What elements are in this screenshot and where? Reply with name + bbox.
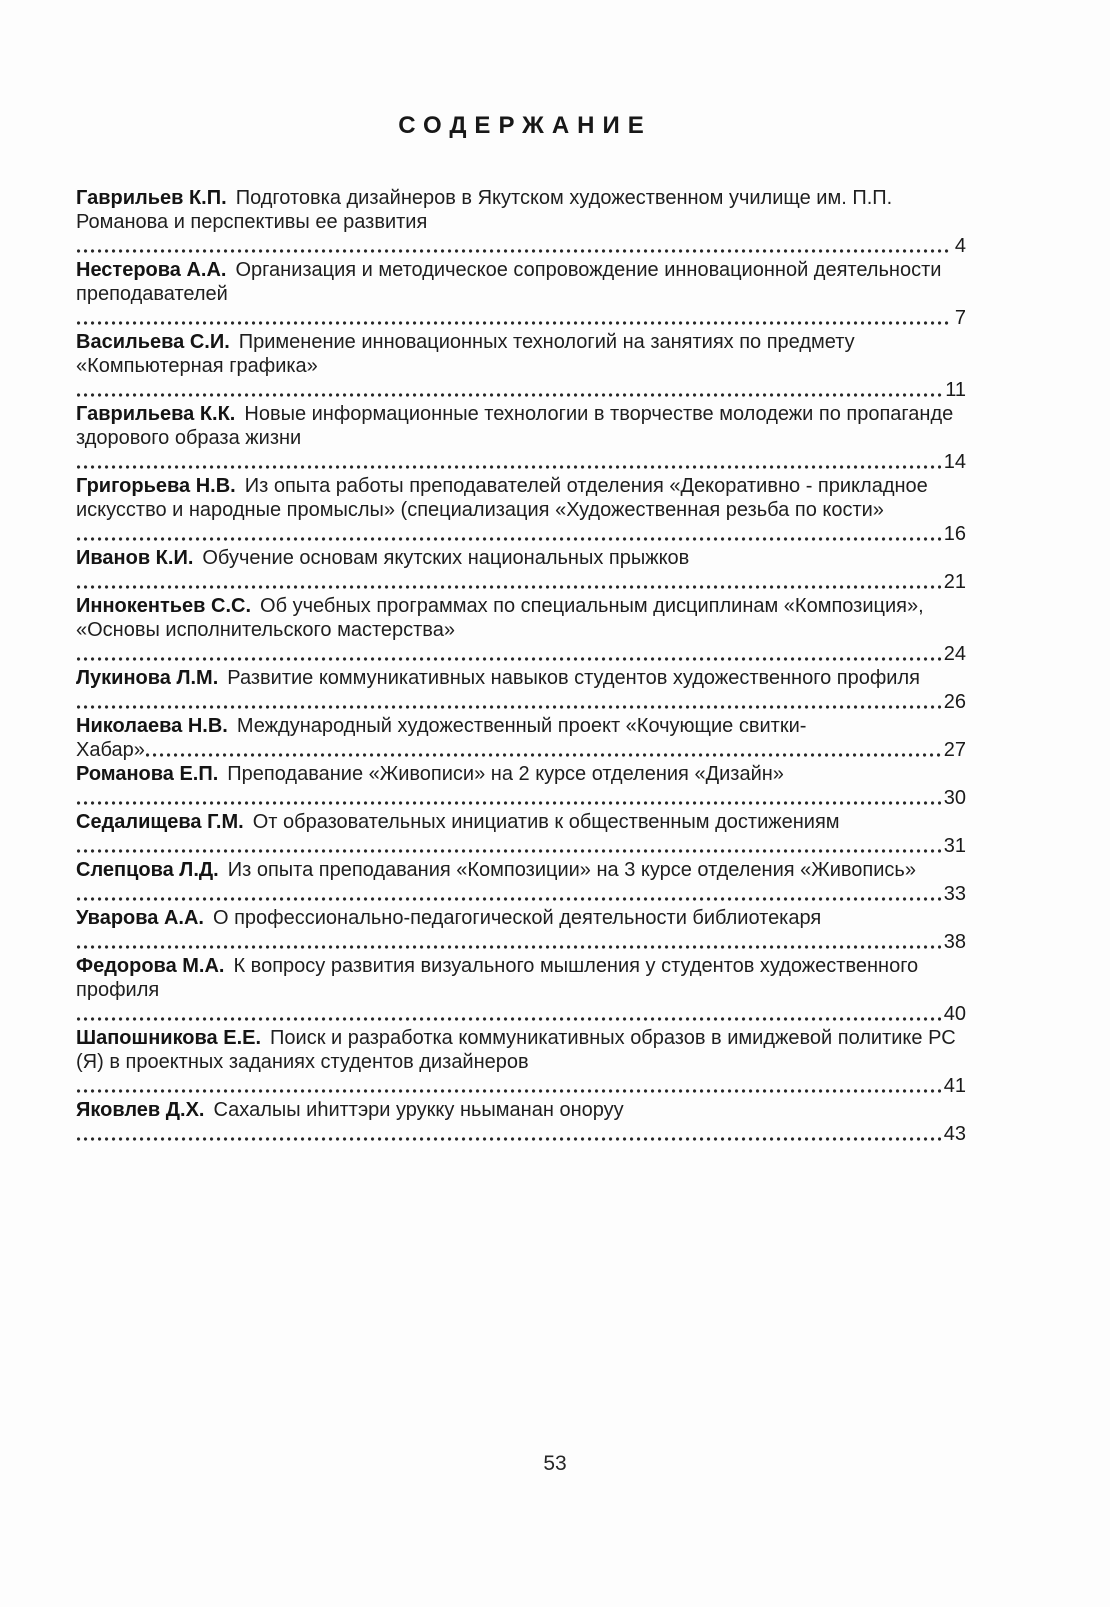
- toc-entry-title: Развитие коммуникативных навыков студентов художественного профиля: [227, 667, 920, 689]
- toc-entry: [76, 762, 966, 810]
- toc-entry-author: Иннокентьев С.С.: [76, 595, 252, 617]
- toc-entry-title: Применение инновационных технологий на занятиях по предмету «Компьютерная графика»: [76, 331, 855, 377]
- toc-entry-title: Обучение основам якутских национальных прыжков: [202, 547, 690, 569]
- toc-entry-author: Яковлев Д.Х.: [76, 1099, 205, 1121]
- toc-entry-title: Организация и методическое сопровождение инновационной деятельности преподавателей: [76, 259, 942, 305]
- toc-entry-author: Нестерова А.А.: [76, 259, 227, 281]
- dot-leader: [77, 464, 941, 470]
- toc-entry-page-number: 31: [943, 835, 966, 857]
- toc-entry-leader: [76, 1122, 966, 1146]
- dot-leader: [77, 1016, 941, 1022]
- page-number-footer: 53: [543, 1452, 567, 1475]
- toc-entry: [76, 594, 966, 666]
- toc-entry-page-number: 41: [943, 1075, 966, 1097]
- toc-entry: [76, 906, 966, 954]
- toc-entry-text: [76, 594, 966, 642]
- toc-entry-text: [76, 762, 966, 786]
- toc-entry-page-number: 11: [945, 379, 966, 401]
- dot-leader: [77, 848, 941, 854]
- toc-entry-page-number: 38: [943, 931, 966, 953]
- dot-leader: [77, 800, 941, 806]
- dot-leader: [77, 584, 941, 590]
- toc-entry-leader: [76, 930, 966, 954]
- toc-entry-title: Преподавание «Живописи» на 2 курсе отделения «Дизайн»: [227, 763, 784, 785]
- toc-entry-leader: [76, 1074, 966, 1098]
- toc-entry-author: Николаева Н.В.: [76, 715, 228, 737]
- toc-entry-leader: [76, 450, 966, 474]
- toc-entry-text: [76, 954, 966, 1002]
- dot-leader: [146, 752, 941, 758]
- toc-entry-author: Лукинова Л.М.: [76, 667, 219, 689]
- toc-entry-text: [76, 714, 966, 738]
- toc-entry-page-number: 14: [943, 451, 966, 473]
- toc-entry-page-number: 7: [954, 307, 966, 329]
- dot-leader: [77, 536, 941, 542]
- toc-entry-author: Иванов К.И.: [76, 547, 194, 569]
- toc-content: [76, 112, 966, 1146]
- toc-entry: [76, 858, 966, 906]
- toc-entry-leader: [76, 738, 966, 762]
- toc-entry-title: От образовательных инициатив к общественным достижениям: [252, 811, 840, 833]
- toc-entry-title: К вопросу развития визуального мышления у студентов художественного профиля: [76, 955, 919, 1001]
- toc-entry-page-number: 4: [954, 235, 966, 257]
- toc-list: [76, 186, 966, 1146]
- toc-entry-title: Новые информационные технологии в творчестве молодежи по пропаганде здорового образа жизни: [76, 403, 954, 449]
- toc-entry-title: Подготовка дизайнеров в Якутском художественном училище им. П.П. Романова и перспективы ее развития: [76, 187, 893, 233]
- toc-entry-leader: [76, 642, 966, 666]
- toc-entry-page-number: 26: [943, 691, 966, 713]
- dot-leader: [77, 1136, 941, 1142]
- toc-entry: [76, 186, 966, 258]
- toc-entry-text: [76, 810, 966, 834]
- toc-leader-prefix: Хабар»: [76, 739, 145, 761]
- toc-entry: [76, 666, 966, 714]
- toc-entry: [76, 810, 966, 858]
- toc-entry-page-number: 24: [943, 643, 966, 665]
- toc-entry-text: [76, 1026, 966, 1074]
- contents-title: СОДЕРЖАНИЕ: [398, 112, 652, 139]
- toc-entry-leader: [76, 306, 966, 330]
- dot-leader: [77, 1088, 941, 1094]
- toc-entry-text: [76, 906, 966, 930]
- toc-entry: [76, 330, 966, 402]
- toc-entry-text: [76, 666, 966, 690]
- toc-entry-page-number: 27: [943, 739, 966, 761]
- toc-entry-title: Сахалыы иһиттэри урукку ньыманан оноруу: [213, 1099, 624, 1121]
- dot-leader: [77, 248, 952, 254]
- toc-entry: [76, 714, 966, 762]
- toc-entry-leader: [76, 234, 966, 258]
- toc-entry-author: Уварова А.А.: [76, 907, 204, 929]
- toc-entry-title: Из опыта преподавания «Композиции» на 3 курсе отделения «Живопись»: [227, 859, 916, 881]
- toc-entry: [76, 954, 966, 1026]
- toc-entry-page-number: 43: [943, 1123, 966, 1145]
- toc-entry-text: [76, 1098, 966, 1122]
- toc-entry-leader: [76, 882, 966, 906]
- dot-leader: [77, 392, 942, 398]
- toc-entry-author: Седалищева Г.М.: [76, 811, 244, 833]
- toc-entry-title: Международный художественный проект «Кочующие свитки-: [236, 715, 807, 737]
- toc-entry-leader: [76, 570, 966, 594]
- toc-entry: [76, 402, 966, 474]
- toc-entry-title: Поиск и разработка коммуникативных образов в имиджевой политике РС (Я) в проектных заданиях студентов дизайнеров: [76, 1027, 956, 1073]
- dot-leader: [77, 896, 941, 902]
- toc-entry-page-number: 30: [943, 787, 966, 809]
- toc-entry: [76, 474, 966, 546]
- toc-entry-text: [76, 330, 966, 378]
- toc-entry-title: О профессионально-педагогической деятельности библиотекаря: [212, 907, 822, 929]
- toc-entry-leader: [76, 522, 966, 546]
- toc-entry-author: Васильева С.И.: [76, 331, 230, 353]
- toc-entry: [76, 1026, 966, 1098]
- toc-entry-text: [76, 858, 966, 882]
- dot-leader: [77, 656, 941, 662]
- toc-entry-text: [76, 546, 966, 570]
- toc-entry-page-number: 40: [943, 1003, 966, 1025]
- toc-entry: [76, 1098, 966, 1146]
- toc-entry-leader: [76, 1002, 966, 1026]
- toc-entry-author: Федорова М.А.: [76, 955, 225, 977]
- toc-entry-page-number: 21: [943, 571, 966, 593]
- toc-entry-text: [76, 258, 966, 306]
- dot-leader: [77, 704, 941, 710]
- toc-entry-author: Гаврильева К.К.: [76, 403, 236, 425]
- toc-entry-leader: [76, 786, 966, 810]
- toc-entry-author: Шапошникова Е.Е.: [76, 1027, 262, 1049]
- toc-entry-title: Из опыта работы преподавателей отделения «Декоративно - прикладное искусство и народные промыслы» (специализация «Художественная резьба по кости»: [76, 475, 928, 521]
- toc-entry: [76, 546, 966, 594]
- toc-entry-author: Слепцова Л.Д.: [76, 859, 219, 881]
- toc-entry-title: Об учебных программах по специальным дисциплинам «Композиция», «Основы исполнительского мастерства»: [76, 595, 924, 641]
- toc-entry-author: Романова Е.П.: [76, 763, 219, 785]
- toc-entry-text: [76, 186, 966, 234]
- toc-entry-leader: [76, 834, 966, 858]
- toc-entry-text: [76, 474, 966, 522]
- toc-entry-page-number: 33: [943, 883, 966, 905]
- toc-entry-author: Григорьева Н.В.: [76, 475, 236, 497]
- toc-entry-author: Гаврильев К.П.: [76, 187, 227, 209]
- toc-entry-text: [76, 402, 966, 450]
- toc-entry-leader: [76, 690, 966, 714]
- toc-entry: [76, 258, 966, 330]
- toc-entry-leader: [76, 378, 966, 402]
- dot-leader: [77, 320, 952, 326]
- dot-leader: [77, 944, 941, 950]
- toc-entry-page-number: 16: [943, 523, 966, 545]
